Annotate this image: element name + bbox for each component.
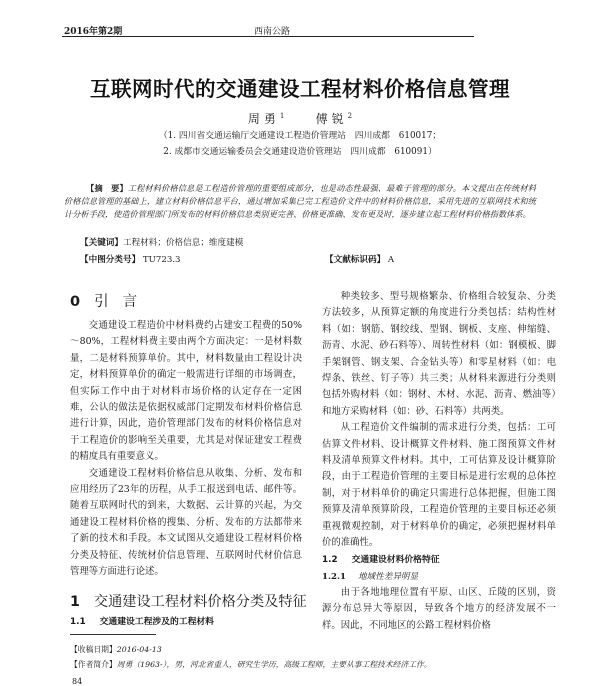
section-number: 0 — [70, 294, 81, 310]
subsection-number: 1.2 — [322, 555, 338, 565]
subsection-heading-1-2 — [322, 552, 440, 565]
classification-number — [80, 253, 180, 265]
journal-name: 西南公路 — [254, 27, 291, 37]
abstract-label: 【摘 要】 — [86, 183, 128, 193]
footnote-divider — [70, 634, 156, 635]
keywords-label: 【关键词】 — [80, 238, 123, 248]
journal-issue: 2016年第2期 — [64, 27, 123, 37]
footnote-received — [70, 644, 162, 655]
author-affil-sup: 2 — [347, 112, 353, 120]
document-code-label: 【文献标识码】 — [325, 255, 386, 265]
section-heading-1 — [70, 591, 307, 611]
section-title: 引言 — [94, 294, 152, 310]
document-code — [325, 253, 394, 265]
author-affil-sup: 1 — [279, 112, 285, 120]
classification-label: 【中图分类号】 — [80, 255, 141, 265]
section-title: 交通建设工程材料价格分类及特征 — [93, 594, 307, 610]
subsection-number: 1.1 — [70, 617, 86, 627]
page-number: 84 — [72, 677, 83, 686]
footnote-label: 【收稿日期】 — [70, 645, 117, 654]
right-column-tail — [322, 585, 556, 634]
paragraph: 交通建设工程造价中材料费约占建安工程费的50%～80%，工程材料费主要由两个方面决定：一是材料数量，二是材料预算单价。其中，材料数量由工程设计决定，材料预算单价的确定一般需进行详细的市场调查，但实际工作中由于对材料市场价格的认定存在一定困难，公认的做法是依据权威部门定期发布材料价格信息进行计算，因此，造价管理部门发布的材料价格信息对于工程造价的影响至关重要，尤其是对保证建安工程费的精度具有重要意义。 — [70, 320, 302, 463]
paragraph: 种类较多、型号规格繁杂、价格组合较复杂、分类方法较多，从预算定额的角度进行分类包括：结构性材料（如：钢筋、钢绞线、型钢、钢板、支座、伸缩缝、沥青、水泥、砂石料等）、周转性材料（如：钢模板、脚手架钢管、钢支架、合金钻头等）和零星材料（如：电焊条、铁丝、钉子等）共三类；从材料来源进行分类则包括外购材料（如：钢材、木材、水泥、沥青、燃油等）和地方采购材料（如：砂、石料等）共两类。 — [322, 291, 556, 417]
right-column — [322, 289, 556, 552]
running-header — [62, 22, 474, 37]
author-name: 周勇 — [247, 112, 280, 126]
left-column — [70, 318, 302, 581]
classification-value: TU723.3 — [142, 255, 181, 265]
keywords — [80, 236, 243, 248]
affiliation-2: 2. 成都市交通运输委员会交通建设造价管理站 四川成都 610091） — [163, 147, 437, 157]
affiliation-1: （1. 四川省交通运输厅交通建设工程造价管理站 四川成都 610017； — [158, 131, 442, 141]
received-date: 2016-04-13 — [116, 645, 162, 654]
author-bio: 周勇（1963-），男，河北省重人，研究生学历，高级工程师，主要从事工程技术经济工作。 — [116, 660, 432, 669]
author-line — [0, 110, 600, 127]
subsection-heading-1-2-1 — [322, 570, 418, 582]
subsection-number: 1.2.1 — [322, 572, 346, 582]
paragraph: 由于各地地理位置有平原、山区、丘陵的区别，资源分布总异大等原因，导致各个地方的经济发展不一样。因此，不同地区的公路工程材料价格 — [322, 587, 556, 631]
section-heading-0 — [70, 290, 151, 311]
footnote-label: 【作者简介】 — [70, 660, 117, 669]
footnote-author-bio — [70, 659, 432, 670]
paragraph: 从工程造价文件编制的需求进行分类，包括：工可估算文件材料、设计概算文件材料、施工图预算文件材料及清单预算文件材料。其中，工可估算及设计概算阶段，由于工程造价管理的主要目标是进行宏观的总体控制，对于材料单价的确定只需进行总体把握，但施工图预算及清单预算阶段，工程造价管理的主要目标还必须重视微观控制，对于材料单价的确定，必须把握材料单价的准确性。 — [322, 422, 556, 549]
subsection-title: 交通建设材料价格特征 — [351, 555, 440, 565]
keywords-text: 工程材料；价格信息；维度建模 — [122, 238, 244, 248]
abstract-text: 工程材料价格信息是工程造价管理的重要组成部分，也是动态性最强、最难于管理的部分。本文提出在传统材料价格信息管理的基础上，建立材料价格信息平台，通过增加采集已完工程造价文件中的材料价格信息，采用先进的互联网技术和统计分析手段，使造价管理部门所发布的材料价格信息类别更完善、价格更准确、发布更及时，逐步建立起工程材料价格指数体系。 — [64, 183, 536, 220]
subsection-title: 地域性差异明显 — [357, 572, 419, 582]
document-code-value: A — [387, 255, 395, 265]
section-number: 1 — [70, 594, 80, 610]
author-name: 傅锐 — [315, 112, 348, 126]
subsection-heading-1-1 — [70, 614, 214, 627]
subsection-title: 交通建设工程涉及的工程材料 — [99, 617, 214, 627]
paper-title: 互联网时代的交通建设工程材料价格信息管理 — [90, 77, 510, 101]
abstract — [64, 182, 536, 222]
paragraph: 交通建设工程材料价格信息从收集、分析、发布和应用经历了23年的历程，从手工报送到电话、邮件等。随着互联网时代的到来，大数据、云计算的兴起，为交通建设工程材料价格的搜集、分析、发布的方法都带来了新的技术和手段。本文试图从交通建设工程材料价格分类及特征、传统材价信息管理、互联网时代材价信息管理等方面进行论述。 — [70, 467, 302, 578]
